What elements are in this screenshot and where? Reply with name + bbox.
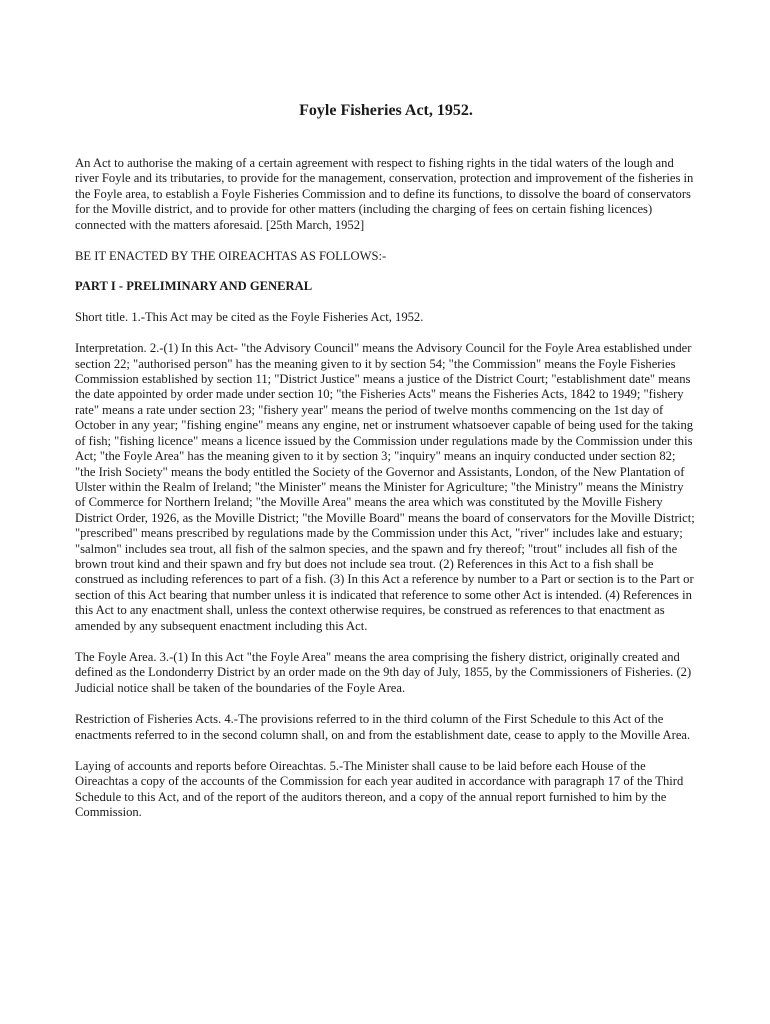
section-short-title: Short title. 1.-This Act may be cited as the Foyle Fisheries Act, 1952. — [75, 309, 424, 324]
section-foyle-area: The Foyle Area. 3.-(1) In this Act "the Foyle Area" means the area comprising the fishery district, originally created and defined as the Londonderry District by an order made on the 9th day of July, 1855, by the Commissioners of Fisheries. (2) Judicial notice shall be taken of the boundaries of the Foyle Area. — [75, 649, 692, 695]
section-laying-accounts-reports: Laying of accounts and reports before Oireachtas. 5.-The Minister shall cause to be laid before each House of the Oireachtas a copy of the accounts of the Commission for each year audited in accordance with paragraph 17 of the Third Schedule to this Act, and of the report of the auditors thereon, and a copy of the annual report furnished to him by the Commission. — [75, 759, 684, 820]
section-interpretation: Interpretation. 2.-(1) In this Act- "the Advisory Council" means the Advisory Council for the Foyle Area established under section 22; "authorised person" has the meaning given to it by section 54; "the Commission" means the Foyle Fisheries Commission established by section 11; "District Justice" means a justice of the District Court; "establishment date" means the date appointed by order made under section 10; "the Fisheries Acts" means the Fisheries Acts, 1842 to 1949; "fishery rate" means a rate under section 23; "fishery year" means the period of twelve months commencing on the 1st day of October in any year; "fishing engine" means any engine, net or instrument whatsoever capable of being used for the taking of fish; "fishing licence" means a licence issued by the Commission under regulations made by the Commission under this Act; "the Foyle Area" has the meaning given to it by section 3; "inquiry" means an inquiry conducted under section 82; "the Irish Society" means the body entitled the Society of the Governor and Assistants, London, of the New Plantation of Ulster within the Realm of Ireland; "the Minister" means the Minister for Agriculture; "the Ministry" means the Ministry of Commerce for Northern Ireland; "the Moville Area" means the area which was constituted by the Moville Fishery District Order, 1926, as the Moville District; "the Moville Board" means the board of conservators for the Moville District; "prescribed" means prescribed by regulations made by the Commission under this Act, "river" includes lake and estuary; "salmon" includes sea trout, all fish of the salmon species, and the spawn and fry thereof; "trout" includes all fish of the brown trout kind and their spawn and fry but does not include sea trout. (2) References in this Act to a fish shall be construed as including references to part of a fish. (3) In this Act a reference by number to a Part or section is to the Part or section of this Act bearing that number unless it is indicated that reference to some other Act is intended. (4) References in this Act to any enactment shall, unless the context otherwise requires, be construed as references to that enactment as amended by any subsequent enactment including this Act. — [75, 341, 695, 633]
document-page — [75, 101, 697, 837]
part-heading: PART I - PRELIMINARY AND GENERAL — [75, 279, 313, 294]
long-title-preamble: An Act to authorise the making of a certain agreement with respect to fishing rights in the tidal waters of the lough and river Foyle and its tributaries, to provide for the management, conservation, protection and improvement of the fisheries in the Foyle area, to establish a Foyle Fisheries Commission and to define its functions, to dissolve the board of conservators for the Moville district, and to provide for other matters (including the charging of fees on certain fishing licences) connected with the matters aforesaid. [25th March, 1952] — [75, 156, 694, 232]
enacting-clause: BE IT ENACTED BY THE OIREACHTAS AS FOLLOWS:- — [75, 249, 387, 264]
document-title: Foyle Fisheries Act, 1952. — [299, 102, 473, 119]
section-restriction-fisheries-acts: Restriction of Fisheries Acts. 4.-The provisions referred to in the third column of the First Schedule to this Act of the enactments referred to in the second column shall, on and from the establishment date, cease to apply to the Moville Area. — [75, 712, 691, 742]
